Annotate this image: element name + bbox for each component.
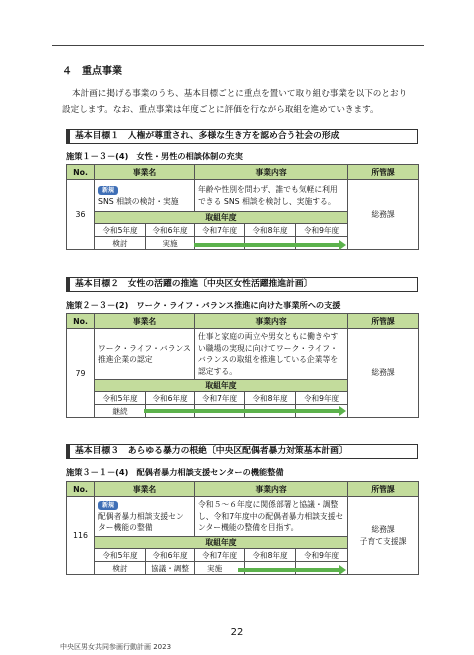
measure-3: 施策３－１－(4) 配偶者暴力相談支援センターの機能整備 xyxy=(66,467,284,477)
year-label: 令和7年度 xyxy=(195,549,245,562)
project-name: ワーク・ライフ・バランス推進企業の認定 xyxy=(95,329,195,380)
year-label: 令和8年度 xyxy=(245,392,296,405)
year-label: 令和7年度 xyxy=(195,392,245,405)
measure-1: 施策１－３－(4) 女性・男性の相談体制の充実 xyxy=(66,151,243,161)
col-project: 事業名 xyxy=(95,165,195,180)
intro-line-1: 本計画に掲げる事業のうち、基本目標ごとに重点を置いて取り組む事業を以下のとおり xyxy=(72,89,408,99)
year-label: 令和6年度 xyxy=(146,549,195,562)
page-number: 22 xyxy=(230,627,244,638)
goal-1-title: 基本目標１ 人権が尊重され、多様な生き方を認め合う社会の形成 xyxy=(75,131,340,141)
project-no: 116 xyxy=(67,497,95,575)
year-label: 令和5年度 xyxy=(95,392,146,405)
project-table-3 xyxy=(66,481,419,575)
col-dept: 所管課 xyxy=(348,314,419,329)
intro-paragraph xyxy=(62,86,424,118)
goal-1-heading xyxy=(66,129,418,144)
col-no: No. xyxy=(67,165,95,180)
goal-bar xyxy=(67,130,70,143)
progress-arrow xyxy=(144,409,339,413)
progress-arrow xyxy=(194,243,339,247)
project-content: 年齢や性別を問わず、誰でも気軽に利用できる SNS 相談を検討し、実施する。 xyxy=(195,180,348,212)
col-no: No. xyxy=(67,314,95,329)
table-row xyxy=(67,497,419,537)
project-content: 仕事と家庭の両立や男女ともに働きやすい職場の実現に向けてワーク・ライフ・バランスの取組を推進している企業等を認定する。 xyxy=(195,329,348,380)
col-dept: 所管課 xyxy=(348,482,419,497)
goal-3-heading xyxy=(66,444,418,459)
dept-name: 総務課 xyxy=(371,368,395,377)
goal-bar xyxy=(67,278,70,291)
goal-3-title: 基本目標３ あらゆる暴力の根絶〔中央区配偶者暴力対策基本計画〕 xyxy=(75,446,348,456)
year-step: 検討 xyxy=(95,237,146,250)
col-project: 事業名 xyxy=(95,482,195,497)
col-content: 事業内容 xyxy=(195,314,348,329)
year-label: 令和6年度 xyxy=(146,392,195,405)
col-project: 事業名 xyxy=(95,314,195,329)
year-step: 継続 xyxy=(95,405,146,418)
year-label: 令和6年度 xyxy=(146,224,195,237)
project-name: SNS 相談の検討・実施 xyxy=(98,196,179,206)
table-header-row xyxy=(67,482,419,497)
col-content: 事業内容 xyxy=(195,165,348,180)
col-dept: 所管課 xyxy=(348,165,419,180)
year-label: 令和8年度 xyxy=(245,549,296,562)
year-label: 令和9年度 xyxy=(296,392,348,405)
year-header: 取組年度 xyxy=(95,380,348,392)
project-no: 36 xyxy=(67,180,95,250)
new-badge: 新規 xyxy=(98,501,118,510)
project-no: 79 xyxy=(67,329,95,418)
dept-cell xyxy=(348,497,419,575)
footer-text: 中央区男女共同参画行動計画 2023 xyxy=(60,643,172,651)
dept-name: 総務課 xyxy=(371,524,395,534)
new-badge: 新規 xyxy=(98,186,118,195)
col-content: 事業内容 xyxy=(195,482,348,497)
project-table-2 xyxy=(66,313,419,418)
year-label: 令和5年度 xyxy=(95,549,146,562)
year-step: 協議・調整 xyxy=(146,562,195,575)
year-label: 令和9年度 xyxy=(296,549,348,562)
year-label: 令和9年度 xyxy=(296,224,348,237)
dept-cell xyxy=(348,180,419,250)
year-step: 実施 xyxy=(146,237,195,250)
year-label: 令和7年度 xyxy=(195,224,245,237)
year-step: 実施 xyxy=(195,562,245,575)
table-header-row xyxy=(67,165,419,180)
goal-2-title: 基本目標２ 女性の活躍の推進〔中央区女性活躍推進計画〕 xyxy=(75,279,313,289)
project-name: 配偶者暴力相談支援センター機能の整備 xyxy=(98,511,184,533)
intro-line-2: 設定します。なお、重点事業は年度ごとに評価を行ながら取組を進めていきます。 xyxy=(62,105,379,115)
progress-arrow xyxy=(238,568,339,572)
year-step: 検討 xyxy=(95,562,146,575)
project-name-cell xyxy=(95,180,195,212)
table-row xyxy=(67,180,419,212)
year-header: 取組年度 xyxy=(95,212,348,224)
project-table-1 xyxy=(66,164,419,250)
dept-name: 子育て支援課 xyxy=(359,536,407,546)
goal-2-heading xyxy=(66,277,418,292)
section-title: ４ 重点事業 xyxy=(62,66,122,77)
goal-bar xyxy=(67,445,70,458)
col-no: No. xyxy=(67,482,95,497)
project-content: 令和５～６年度に関係部署と協議・調整し、令和7年度中の配偶者暴力相談支援センター機能の整備を目指す。 xyxy=(195,497,348,537)
dept-name: 総務課 xyxy=(371,209,395,219)
measure-2: 施策２－３－(2) ワーク・ライフ・バランス推進に向けた事業所への支援 xyxy=(66,300,341,310)
year-header: 取組年度 xyxy=(95,537,348,549)
year-label: 令和5年度 xyxy=(95,224,146,237)
table-row xyxy=(67,329,419,380)
top-rule xyxy=(52,45,424,46)
project-name-cell xyxy=(95,497,195,537)
dept-cell xyxy=(348,329,419,418)
table-header-row xyxy=(67,314,419,329)
year-label: 令和8年度 xyxy=(245,224,296,237)
